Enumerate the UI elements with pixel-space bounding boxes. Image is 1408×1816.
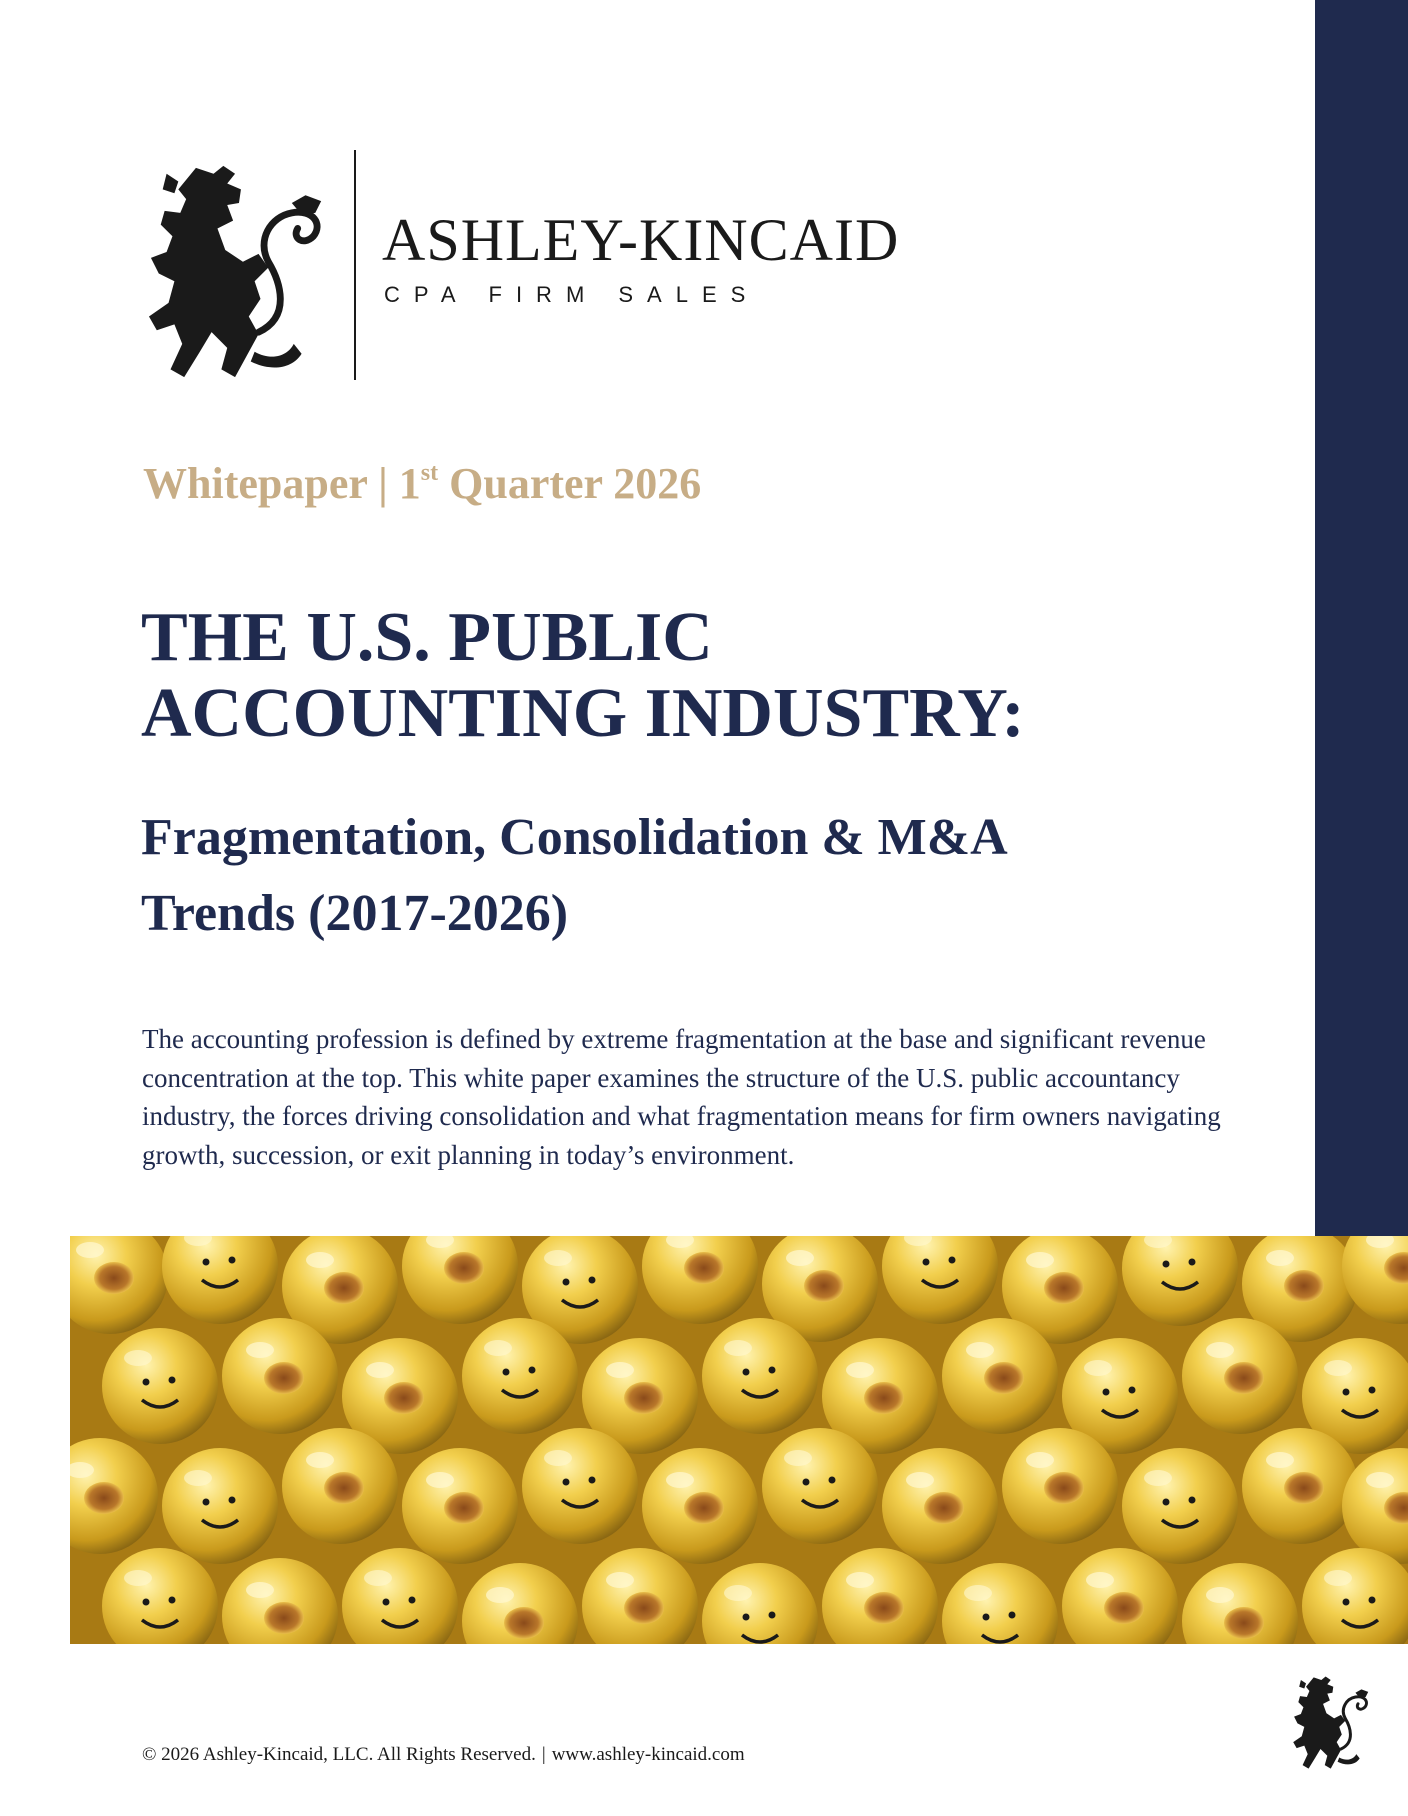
- brand-name: ASHLEY-KINCAID: [382, 207, 900, 273]
- intro-paragraph: The accounting profession is defined by extreme fragmentation at the base and significant revenue concentration at the top. This white paper examines the structure of the U.S. public accountancy industry, the forces driving consolidation and what fragmentation means for firm owners navigating growth, succession, or exit planning in today’s environment.: [142, 1024, 1221, 1170]
- footer: [142, 1744, 745, 1766]
- lion-rampant-icon: [138, 160, 338, 385]
- footer-website-link[interactable]: www.ashley-kincaid.com: [551, 1744, 745, 1765]
- kicker-superscript: st: [420, 460, 439, 486]
- whitepaper-kicker: [143, 458, 701, 509]
- brand-logo: [138, 150, 938, 390]
- page-title: [141, 600, 1291, 752]
- footer-copyright: © 2026 Ashley-Kincaid, LLC. All Rights Reserved.: [142, 1744, 536, 1765]
- navy-side-bar: [1315, 0, 1408, 1236]
- logo-divider: [354, 150, 356, 380]
- title-line-2: ACCOUNTING INDUSTRY:: [141, 675, 1025, 752]
- title-line-1: THE U.S. PUBLIC: [141, 599, 713, 676]
- page-subtitle: [141, 800, 1291, 952]
- subtitle-line-2: Trends (2017-2026): [141, 885, 569, 942]
- footer-separator: |: [541, 1744, 546, 1765]
- lion-rampant-icon-small: [1288, 1674, 1376, 1772]
- cover-photo: [70, 1236, 1408, 1644]
- brand-tagline: CPA FIRM SALES: [384, 282, 760, 307]
- subtitle-line-1: Fragmentation, Consolidation & M&A: [141, 809, 1008, 866]
- lego-heads-image: [70, 1236, 1408, 1644]
- kicker-suffix: Quarter 2026: [438, 459, 702, 508]
- kicker-prefix: Whitepaper | 1: [143, 459, 421, 508]
